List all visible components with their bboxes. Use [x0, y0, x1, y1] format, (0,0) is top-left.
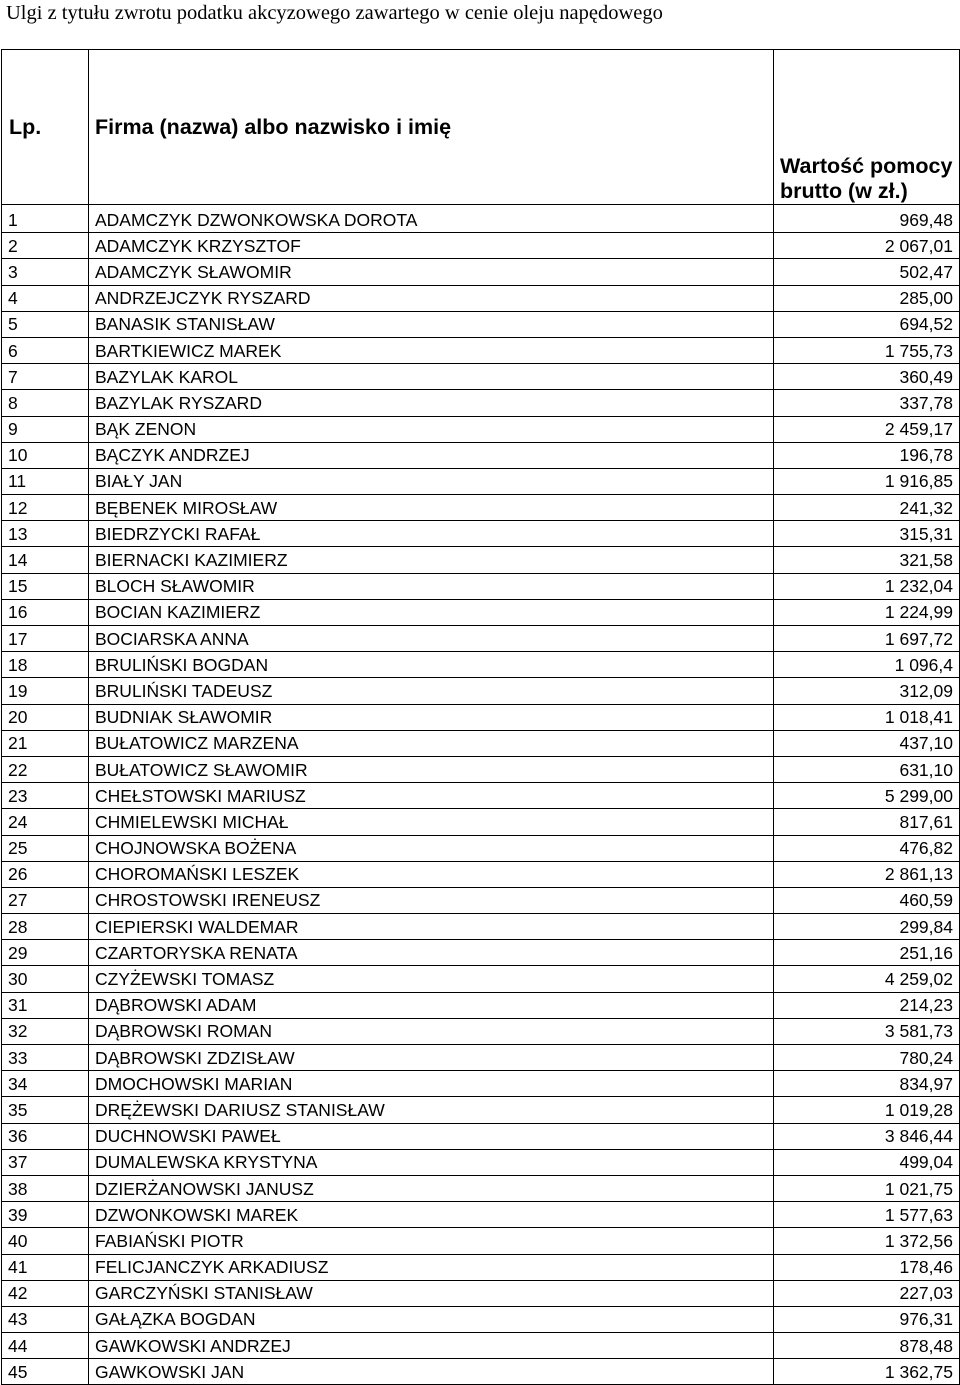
- table-row: [2, 861, 960, 887]
- row-name: BRULIŃSKI BOGDAN: [89, 652, 774, 678]
- table-row: [2, 495, 960, 521]
- table-row: [2, 573, 960, 599]
- table-row: [2, 756, 960, 782]
- table-row: [2, 547, 960, 573]
- row-name: ADAMCZYK KRZYSZTOF: [89, 233, 774, 259]
- row-name: BĘBENEK MIROSŁAW: [89, 495, 774, 521]
- row-lp: 4: [2, 285, 89, 311]
- row-name: BIEDRZYCKI RAFAŁ: [89, 521, 774, 547]
- row-name: FELICJANCZYK ARKADIUSZ: [89, 1254, 774, 1280]
- row-name: DMOCHOWSKI MARIAN: [89, 1071, 774, 1097]
- row-value: 285,00: [774, 285, 960, 311]
- table-row: [2, 337, 960, 363]
- row-name: BIERNACKI KAZIMIERZ: [89, 547, 774, 573]
- row-value: 437,10: [774, 730, 960, 756]
- table-row: [2, 233, 960, 259]
- table-row: [2, 599, 960, 625]
- row-name: BANASIK STANISŁAW: [89, 311, 774, 337]
- table-row: [2, 1123, 960, 1149]
- row-lp: 28: [2, 914, 89, 940]
- table-row: [2, 1254, 960, 1280]
- row-lp: 45: [2, 1359, 89, 1385]
- row-value: 834,97: [774, 1071, 960, 1097]
- row-lp: 21: [2, 730, 89, 756]
- row-lp: 17: [2, 626, 89, 652]
- row-value: 1 362,75: [774, 1359, 960, 1385]
- row-lp: 22: [2, 756, 89, 782]
- row-name: BRULIŃSKI TADEUSZ: [89, 678, 774, 704]
- row-lp: 25: [2, 835, 89, 861]
- table-row: [2, 311, 960, 337]
- table-row: [2, 416, 960, 442]
- header-row: [2, 50, 960, 205]
- row-name: GAWKOWSKI JAN: [89, 1359, 774, 1385]
- page-title: Ulgi z tytułu zwrotu podatku akcyzowego zawartego w cenie oleju napędowego: [6, 2, 663, 24]
- row-name: BLOCH SŁAWOMIR: [89, 573, 774, 599]
- row-lp: 34: [2, 1071, 89, 1097]
- row-value: 1 232,04: [774, 573, 960, 599]
- row-name: DĄBROWSKI ADAM: [89, 992, 774, 1018]
- row-value: 2 861,13: [774, 861, 960, 887]
- row-value: 1 019,28: [774, 1097, 960, 1123]
- row-name: CHMIELEWSKI MICHAŁ: [89, 809, 774, 835]
- table-row: [2, 1202, 960, 1228]
- table-row: [2, 1018, 960, 1044]
- row-name: CHOROMAŃSKI LESZEK: [89, 861, 774, 887]
- table-row: [2, 992, 960, 1018]
- header-value: Wartość pomocy brutto (w zł.): [774, 50, 960, 205]
- row-lp: 31: [2, 992, 89, 1018]
- row-name: DZWONKOWSKI MAREK: [89, 1202, 774, 1228]
- row-value: 1 096,4: [774, 652, 960, 678]
- row-name: CHEŁSTOWSKI MARIUSZ: [89, 783, 774, 809]
- row-value: 969,48: [774, 205, 960, 233]
- row-lp: 9: [2, 416, 89, 442]
- row-value: 1 577,63: [774, 1202, 960, 1228]
- row-name: ANDRZEJCZYK RYSZARD: [89, 285, 774, 311]
- row-lp: 30: [2, 966, 89, 992]
- row-lp: 6: [2, 337, 89, 363]
- row-lp: 40: [2, 1228, 89, 1254]
- table-row: [2, 1333, 960, 1359]
- row-name: BOCIAN KAZIMIERZ: [89, 599, 774, 625]
- table-row: [2, 887, 960, 913]
- row-value: 1 021,75: [774, 1175, 960, 1201]
- row-lp: 38: [2, 1175, 89, 1201]
- row-name: CHOJNOWSKA BOŻENA: [89, 835, 774, 861]
- row-lp: 37: [2, 1149, 89, 1175]
- row-name: DĄBROWSKI ZDZISŁAW: [89, 1045, 774, 1071]
- row-lp: 5: [2, 311, 89, 337]
- row-lp: 10: [2, 442, 89, 468]
- row-value: 1 018,41: [774, 704, 960, 730]
- row-lp: 44: [2, 1333, 89, 1359]
- row-value: 976,31: [774, 1306, 960, 1332]
- table-row: [2, 205, 960, 233]
- row-name: CZARTORYSKA RENATA: [89, 940, 774, 966]
- header-lp: Lp.: [2, 50, 89, 205]
- row-lp: 42: [2, 1280, 89, 1306]
- row-lp: 19: [2, 678, 89, 704]
- row-name: ADAMCZYK DZWONKOWSKA DOROTA: [89, 205, 774, 233]
- table-row: [2, 940, 960, 966]
- row-lp: 2: [2, 233, 89, 259]
- table-body: [2, 205, 960, 1385]
- row-value: 178,46: [774, 1254, 960, 1280]
- row-name: BOCIARSKA ANNA: [89, 626, 774, 652]
- row-lp: 15: [2, 573, 89, 599]
- row-value: 2 459,17: [774, 416, 960, 442]
- row-name: BUŁATOWICZ SŁAWOMIR: [89, 756, 774, 782]
- row-lp: 11: [2, 468, 89, 494]
- row-name: GARCZYŃSKI STANISŁAW: [89, 1280, 774, 1306]
- row-lp: 35: [2, 1097, 89, 1123]
- row-name: BĄK ZENON: [89, 416, 774, 442]
- row-value: 476,82: [774, 835, 960, 861]
- row-name: BUDNIAK SŁAWOMIR: [89, 704, 774, 730]
- table-row: [2, 809, 960, 835]
- table-row: [2, 442, 960, 468]
- row-value: 315,31: [774, 521, 960, 547]
- row-value: 460,59: [774, 887, 960, 913]
- row-value: 227,03: [774, 1280, 960, 1306]
- row-lp: 12: [2, 495, 89, 521]
- table-row: [2, 521, 960, 547]
- table-row: [2, 468, 960, 494]
- row-lp: 36: [2, 1123, 89, 1149]
- table-row: [2, 652, 960, 678]
- row-lp: 14: [2, 547, 89, 573]
- row-value: 299,84: [774, 914, 960, 940]
- table-row: [2, 678, 960, 704]
- table-row: [2, 1228, 960, 1254]
- table-row: [2, 835, 960, 861]
- row-name: DUMALEWSKA KRYSTYNA: [89, 1149, 774, 1175]
- row-lp: 8: [2, 390, 89, 416]
- table-row: [2, 704, 960, 730]
- row-value: 3 581,73: [774, 1018, 960, 1044]
- row-lp: 18: [2, 652, 89, 678]
- row-value: 1 224,99: [774, 599, 960, 625]
- row-name: BAZYLAK KAROL: [89, 364, 774, 390]
- row-value: 817,61: [774, 809, 960, 835]
- aid-table: [1, 49, 960, 1385]
- header-name: Firma (nazwa) albo nazwisko i imię: [89, 50, 774, 205]
- row-value: 5 299,00: [774, 783, 960, 809]
- table-row: [2, 285, 960, 311]
- row-lp: 3: [2, 259, 89, 285]
- table-row: [2, 1097, 960, 1123]
- row-name: BUŁATOWICZ MARZENA: [89, 730, 774, 756]
- row-lp: 29: [2, 940, 89, 966]
- row-value: 502,47: [774, 259, 960, 285]
- row-name: CIEPIERSKI WALDEMAR: [89, 914, 774, 940]
- row-value: 312,09: [774, 678, 960, 704]
- row-lp: 39: [2, 1202, 89, 1228]
- row-lp: 43: [2, 1306, 89, 1332]
- row-name: ADAMCZYK SŁAWOMIR: [89, 259, 774, 285]
- row-name: FABIAŃSKI PIOTR: [89, 1228, 774, 1254]
- row-value: 1 916,85: [774, 468, 960, 494]
- table-row: [2, 783, 960, 809]
- row-value: 2 067,01: [774, 233, 960, 259]
- row-name: CHROSTOWSKI IRENEUSZ: [89, 887, 774, 913]
- row-name: DZIERŻANOWSKI JANUSZ: [89, 1175, 774, 1201]
- table-row: [2, 966, 960, 992]
- row-value: 360,49: [774, 364, 960, 390]
- row-value: 694,52: [774, 311, 960, 337]
- table-row: [2, 1071, 960, 1097]
- row-lp: 23: [2, 783, 89, 809]
- row-value: 337,78: [774, 390, 960, 416]
- table-row: [2, 1359, 960, 1385]
- table-row: [2, 914, 960, 940]
- row-value: 251,16: [774, 940, 960, 966]
- row-value: 241,32: [774, 495, 960, 521]
- row-name: GAWKOWSKI ANDRZEJ: [89, 1333, 774, 1359]
- row-name: BAZYLAK RYSZARD: [89, 390, 774, 416]
- table-row: [2, 364, 960, 390]
- row-name: DUCHNOWSKI PAWEŁ: [89, 1123, 774, 1149]
- row-name: CZYŻEWSKI TOMASZ: [89, 966, 774, 992]
- table-header: [2, 50, 960, 205]
- row-name: DĄBROWSKI ROMAN: [89, 1018, 774, 1044]
- row-lp: 16: [2, 599, 89, 625]
- row-lp: 7: [2, 364, 89, 390]
- row-value: 780,24: [774, 1045, 960, 1071]
- row-lp: 33: [2, 1045, 89, 1071]
- row-lp: 1: [2, 205, 89, 233]
- row-value: 196,78: [774, 442, 960, 468]
- row-value: 1 697,72: [774, 626, 960, 652]
- table-row: [2, 626, 960, 652]
- row-lp: 32: [2, 1018, 89, 1044]
- row-lp: 41: [2, 1254, 89, 1280]
- row-value: 214,23: [774, 992, 960, 1018]
- row-name: BARTKIEWICZ MAREK: [89, 337, 774, 363]
- table-row: [2, 1280, 960, 1306]
- row-value: 4 259,02: [774, 966, 960, 992]
- row-value: 499,04: [774, 1149, 960, 1175]
- table-row: [2, 730, 960, 756]
- row-name: GAŁĄZKA BOGDAN: [89, 1306, 774, 1332]
- row-lp: 24: [2, 809, 89, 835]
- row-lp: 26: [2, 861, 89, 887]
- row-value: 321,58: [774, 547, 960, 573]
- row-value: 1 372,56: [774, 1228, 960, 1254]
- row-lp: 13: [2, 521, 89, 547]
- table-row: [2, 1175, 960, 1201]
- row-value: 631,10: [774, 756, 960, 782]
- row-name: BIAŁY JAN: [89, 468, 774, 494]
- table-row: [2, 259, 960, 285]
- row-value: 878,48: [774, 1333, 960, 1359]
- row-value: 1 755,73: [774, 337, 960, 363]
- row-value: 3 846,44: [774, 1123, 960, 1149]
- table-row: [2, 390, 960, 416]
- table-row: [2, 1045, 960, 1071]
- row-name: DRĘŻEWSKI DARIUSZ STANISŁAW: [89, 1097, 774, 1123]
- table-row: [2, 1306, 960, 1332]
- row-lp: 27: [2, 887, 89, 913]
- table-row: [2, 1149, 960, 1175]
- row-name: BĄCZYK ANDRZEJ: [89, 442, 774, 468]
- row-lp: 20: [2, 704, 89, 730]
